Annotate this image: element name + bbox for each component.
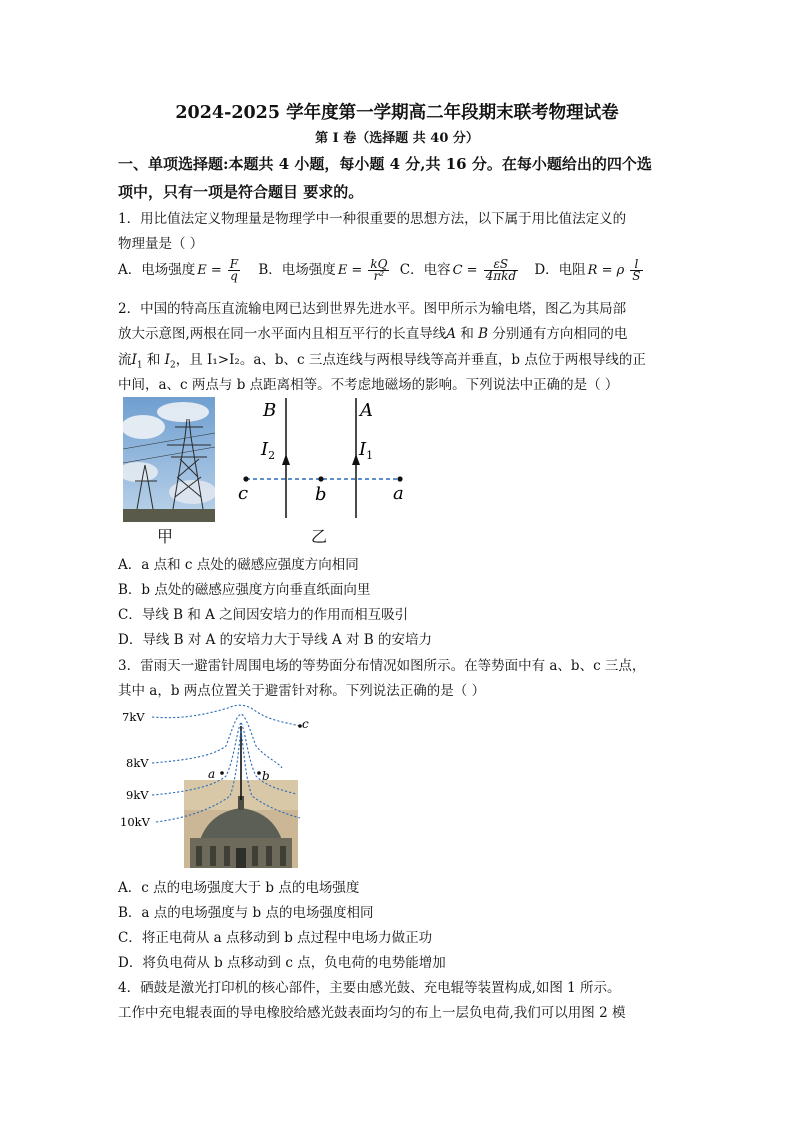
q1-option-d-num: l — [630, 259, 642, 271]
q2-current-i1-sub: 1 — [136, 360, 143, 371]
q2-stem-line2 — [118, 322, 627, 342]
q2-option-c: C．导线 B 和 A 之间因安培力的作用而相互吸引 — [118, 607, 409, 623]
point-b — [257, 771, 261, 775]
point-c-label: c — [302, 717, 309, 731]
q1-option-d-den: S — [632, 269, 641, 283]
q1-option-d-fraction — [630, 259, 642, 282]
fig-yi-label: 乙 — [311, 527, 328, 546]
q1-option-c-num: εS — [484, 259, 518, 271]
wire-b-current-arrow — [282, 454, 290, 465]
equipotential-8kv — [152, 714, 282, 768]
q2-current-i1: I — [131, 352, 137, 368]
q1-option-a-num: F — [229, 257, 239, 271]
current-i1-label: $I_1$ — [359, 439, 374, 462]
point-a-label: a — [208, 767, 216, 781]
q2-current-i2: I — [164, 352, 171, 368]
tower-photo — [123, 397, 215, 522]
q3-option-c: C．将正电荷从 a 点移动到 b 点过程中电场力做正功 — [118, 930, 433, 946]
section-heading-line1: 一、单项选择题:本题共 4 小题，每小题 4 分,共 16 分。在每小题给出的四个选 — [118, 155, 652, 173]
q1-option-a-label: A．电场强度 — [118, 262, 196, 278]
point-c-label: c — [238, 483, 249, 504]
wire-b-label: B — [263, 400, 277, 421]
q1-option-c-den: 4πkd — [485, 269, 517, 283]
current-i2-label: $I_2$ — [261, 439, 276, 462]
point-a-label: a — [393, 483, 404, 504]
q1-option-a-lhs: E = — [197, 263, 222, 278]
wire-diagram — [232, 396, 412, 518]
point-c — [243, 476, 248, 481]
q3-option-d: D．将负电荷从 b 点移动到 c 点，负电荷的电势能增加 — [118, 955, 446, 971]
q1-option-c-fraction — [484, 259, 518, 282]
q1-option-c-label: C．电容 — [399, 262, 451, 278]
q1-stem-line1: 1．用比值法定义物理量是物理学中一种很重要的思想方法，以下属于用比值法定义的 — [118, 211, 627, 227]
q1-option-a-fraction — [228, 259, 240, 282]
q1-option-b-label: B．电场强度 — [258, 262, 336, 278]
q1-option-d-label: D．电阻 — [534, 262, 586, 278]
exam-title: 2024-2025 学年度第一学期高二年段期末联考物理试卷 — [175, 103, 619, 123]
q2-line2-and: 和 — [456, 326, 479, 342]
wire-a-label: A — [360, 400, 373, 421]
q1-option-d-lhs: R = ρ — [587, 263, 625, 278]
equipotential-7kv — [152, 705, 300, 726]
q4-stem-line2: 工作中充电辊表面的导电橡胶给感光鼓表面均匀的布上一层负电荷,我们可以用图 2 模 — [118, 1005, 626, 1021]
q2-line2-part1: 放大示意图,两根在同一水平面内且相互平行的长直导线 — [118, 326, 447, 342]
q1-options — [118, 258, 645, 282]
label-7kv: 7kV — [122, 710, 145, 724]
q1-option-b-den: r² — [373, 269, 385, 283]
q2-line3-and: 和 — [142, 352, 165, 368]
q2-wire-b-ref: B — [478, 326, 489, 342]
point-a — [220, 771, 224, 775]
q1-option-b-num: kQ — [370, 257, 388, 271]
q2-stem-line4: 中间，a、c 两点与 b 点距离相等。不考虑地磁场的影响。下列说法中正确的是（ ） — [118, 377, 619, 393]
q2-option-d: D．导线 B 对 A 的安培力大于导线 A 对 B 的安培力 — [118, 632, 432, 648]
lightning-rod-figure — [118, 700, 318, 870]
q2-current-i2-sub: 2 — [170, 360, 176, 371]
q3-option-b: B．a 点的电场强度与 b 点的电场强度相同 — [118, 905, 374, 921]
fig-jia-label: 甲 — [157, 527, 174, 546]
q2-stem-line1: 2．中国的特高压直流输电网已达到世界先进水平。图甲所示为输电塔，图乙为其局部 — [118, 301, 627, 317]
q2-option-b: B．b 点处的磁感应强度方向垂直纸面向里 — [118, 582, 371, 598]
q4-stem-line1: 4．硒鼓是激光打印机的核心部件，主要由感光鼓、充电辊等装置构成,如图 1 所示。 — [118, 980, 621, 996]
q1-stem-line2: 物理量是（ ） — [118, 236, 204, 252]
exam-subtitle: 第 I 卷（选择题 共 40 分） — [315, 131, 479, 146]
q3-stem-line1: 3．雷雨天一避雷针周围电场的等势面分布情况如图所示。在等势面中有 a、b、c 三点， — [118, 658, 646, 674]
q3-option-a: A．c 点的电场强度大于 b 点的电场强度 — [118, 880, 360, 896]
q2-stem-line3 — [118, 348, 646, 371]
q1-option-b-lhs: E = — [337, 263, 363, 278]
q3-stem-line2: 其中 a，b 两点位置关于避雷针对称。下列说法正确的是（ ） — [118, 683, 486, 699]
point-b — [318, 476, 323, 481]
q2-line3-condition: ，且 I₁>I₂。a、b、c 三点连线与两根导线等高并垂直，b 点位于两根导线的正 — [175, 352, 646, 368]
q2-wire-a-ref: A — [446, 326, 457, 342]
label-9kv: 9kV — [126, 788, 149, 802]
point-a — [397, 476, 402, 481]
section-heading-line2: 项中，只有一项是符合题目 要求的。 — [118, 183, 364, 201]
q2-line2-part2: 分别通有方向相同的电 — [488, 326, 628, 342]
q2-option-a: A．a 点和 c 点处的磁感应强度方向相同 — [118, 557, 359, 573]
q1-option-c-lhs: C = — [452, 263, 478, 278]
label-10kv: 10kV — [120, 815, 150, 829]
point-b-label: b — [315, 484, 327, 505]
q1-option-a-den: q — [230, 269, 238, 283]
label-8kv: 8kV — [126, 756, 149, 770]
q1-option-b-fraction — [368, 259, 389, 282]
q2-line3-part1: 流 — [118, 352, 132, 368]
point-b-label: b — [262, 769, 270, 783]
